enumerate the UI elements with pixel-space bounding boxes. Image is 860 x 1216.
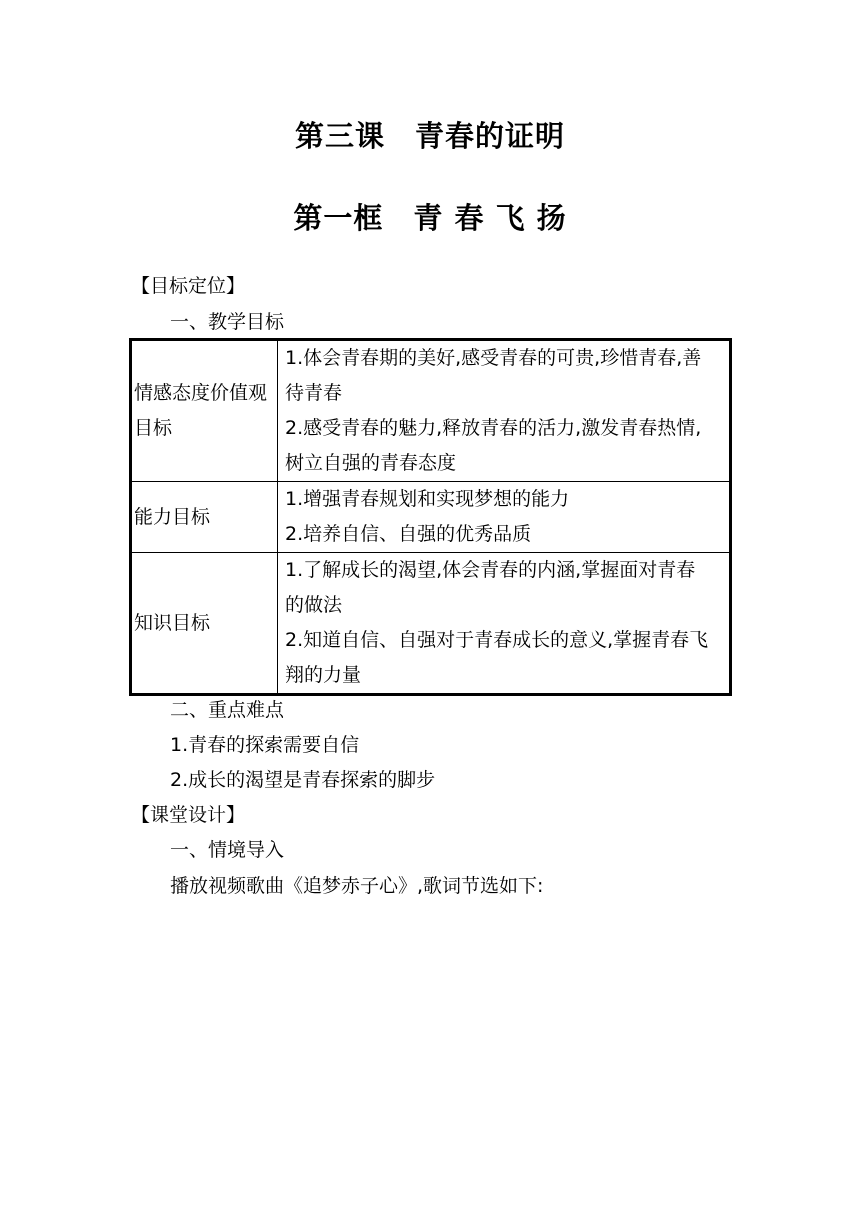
goals-description xyxy=(278,553,731,695)
goals-category xyxy=(131,553,278,695)
description-line: 树立自强的青春态度 xyxy=(285,452,457,474)
goals-category xyxy=(131,482,278,553)
target-header: 【目标定位】 xyxy=(131,275,246,297)
description-line: 翔的力量 xyxy=(285,664,362,686)
description-line: 2.培养自信、自强的优秀品质 xyxy=(285,523,532,545)
goals-row-attitude xyxy=(131,340,731,482)
design-header: 【课堂设计】 xyxy=(131,804,246,826)
goals-row-knowledge xyxy=(131,553,731,695)
category-line: 能力目标 xyxy=(134,505,211,528)
description-line: 1.了解成长的渴望,体会青春的内涵,掌握面对青春 xyxy=(285,559,696,581)
description-line: 的做法 xyxy=(285,594,343,616)
description-line: 待青春 xyxy=(285,382,343,404)
intro-heading: 一、情境导入 xyxy=(170,839,285,861)
goals-table xyxy=(129,338,732,696)
teaching-goals-heading: 一、教学目标 xyxy=(170,311,285,333)
goals-category xyxy=(131,340,278,482)
key-point-item: 1.青春的探索需要自信 xyxy=(170,734,360,756)
lesson-title: 第三课 青春的证明 xyxy=(294,119,565,153)
category-line: 目标 xyxy=(134,417,173,439)
category-line: 知识目标 xyxy=(134,611,211,634)
key-point-item: 2.成长的渴望是青春探索的脚步 xyxy=(170,769,436,791)
description-line: 2.感受青春的魅力,释放青春的活力,激发青春热情, xyxy=(285,417,702,439)
description-line: 2.知道自信、自强对于青春成长的意义,掌握青春飞 xyxy=(285,629,709,651)
goals-row-ability xyxy=(131,482,731,553)
description-line: 1.体会青春期的美好,感受青春的可贵,珍惜青春,善 xyxy=(285,347,702,369)
section-subtitle: 第一框 青 春 飞 扬 xyxy=(293,201,567,235)
goals-description xyxy=(278,482,731,553)
intro-text: 播放视频歌曲《追梦赤子心》,歌词节选如下: xyxy=(170,875,544,897)
description-line: 1.增强青春规划和实现梦想的能力 xyxy=(285,488,570,510)
key-points-heading: 二、重点难点 xyxy=(170,699,285,721)
category-line: 情感态度价值观 xyxy=(134,382,268,404)
goals-description xyxy=(278,340,731,482)
